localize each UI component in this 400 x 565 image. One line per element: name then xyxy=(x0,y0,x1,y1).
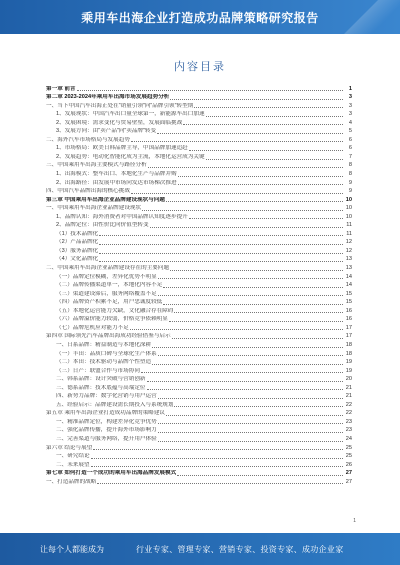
toc-entry[interactable] xyxy=(46,229,352,238)
toc-entry[interactable] xyxy=(46,118,352,127)
toc-entry-page: 19 xyxy=(345,359,352,366)
toc-leader-dots xyxy=(174,312,343,313)
toc-entry-page: 19 xyxy=(345,367,352,374)
report-footer xyxy=(0,533,400,565)
toc-entry-text: 第七章 如何打造一个成功的乘用车出海品牌发展模式 xyxy=(46,470,177,477)
toc-leader-dots xyxy=(157,133,343,134)
toc-entry[interactable] xyxy=(46,469,352,478)
toc-leader-dots xyxy=(158,398,343,399)
toc-entry-text: 五、经验启示：品牌建设需长期投入与系统规划 xyxy=(56,401,174,408)
toc-entry-text: 1、发展现状：中国汽车出口量全球第一，新能源车出口加速 xyxy=(56,111,205,118)
toc-entry-page: 22 xyxy=(345,401,352,408)
footer-slogan: 让每个人都能成为 xyxy=(40,545,104,554)
toc-leader-dots xyxy=(174,406,343,407)
toc-entry-page: 10 xyxy=(345,205,352,212)
toc-entry-text: 一、当下中国汽车出海正处在“销量引领”向“品牌引领”转型期 xyxy=(46,102,194,109)
toc-leader-dots xyxy=(152,347,343,348)
toc-entry[interactable] xyxy=(46,169,352,178)
toc-entry-text: 二、海外汽车市场格局与发展趋势 xyxy=(46,136,130,143)
toc-entry-page: 27 xyxy=(345,470,352,477)
toc-entry-text: （2）产品品牌化 xyxy=(56,239,99,246)
toc-entry-text: 第二章 2023-2024年乘用车出海市场发展趋势分析 xyxy=(46,94,170,101)
toc-entry-page: 18 xyxy=(345,341,352,348)
toc-leader-dots xyxy=(158,423,343,424)
toc-entry-text: 第五章 乘用车出海企业打造成功品牌的策略建议 xyxy=(46,410,166,417)
toc-entry[interactable] xyxy=(46,110,352,119)
toc-entry-text: （四）品牌资产积累不足，用户忠诚度较低 xyxy=(56,299,163,306)
toc-entry[interactable] xyxy=(46,340,352,349)
toc-heading: 内容目录 xyxy=(174,61,226,73)
toc-entry[interactable] xyxy=(46,255,352,264)
toc-entry-text: 三、完善渠道与服务网络，提升用户体验 xyxy=(56,435,157,442)
toc-leader-dots xyxy=(170,270,343,271)
toc-entry-text: （二）本田：技术驱动与品牌个性塑造 xyxy=(56,359,152,366)
toc-leader-dots xyxy=(131,141,343,142)
toc-leader-dots xyxy=(130,329,343,330)
toc-entry-text: 二、韩系品牌：设计突破与营销创新 xyxy=(56,376,146,383)
toc-entry-page: 14 xyxy=(345,273,352,280)
toc-entry[interactable] xyxy=(46,452,352,461)
toc-leader-dots xyxy=(99,235,343,236)
toc-leader-dots xyxy=(131,193,343,194)
toc-entry[interactable] xyxy=(46,281,352,290)
toc-entry-page: 13 xyxy=(345,265,352,272)
toc-entry-text: 3、发展方向：由“卖产品”向“卖品牌”转变 xyxy=(56,128,157,135)
toc-entry[interactable] xyxy=(46,383,352,392)
toc-entry[interactable] xyxy=(46,375,352,384)
toc-entry-page: 12 xyxy=(345,247,352,254)
toc-entry-text: 三、德系品牌：技术底蕴与高端定位 xyxy=(56,384,146,391)
toc-leader-dots xyxy=(158,441,343,442)
toc-entry[interactable] xyxy=(46,212,352,221)
toc-entry-text: 第三章 中国乘用车出海企业品牌建设现状与问题 xyxy=(46,196,166,203)
toc-entry-text: 四、中国汽车品牌出海的核心挑战 xyxy=(46,188,130,195)
toc-leader-dots xyxy=(91,466,343,467)
toc-entry[interactable] xyxy=(46,434,352,443)
toc-leader-dots xyxy=(172,338,343,339)
toc-entry[interactable] xyxy=(46,332,352,341)
toc-entry-page: 5 xyxy=(348,128,352,135)
toc-entry-page: 15 xyxy=(345,299,352,306)
toc-entry[interactable] xyxy=(46,366,352,375)
toc-entry[interactable] xyxy=(46,443,352,452)
toc-entry-text: （一）品牌定位模糊，差异化优势不明显 xyxy=(56,273,157,280)
toc-entry-text: （二）品牌传播渠道单一，本地化内容不足 xyxy=(56,282,163,289)
toc-entry[interactable] xyxy=(46,323,352,332)
toc-leader-dots xyxy=(178,176,343,177)
toc-leader-dots xyxy=(148,167,343,168)
toc-entry[interactable] xyxy=(46,417,352,426)
toc-entry[interactable] xyxy=(46,298,352,307)
toc-entry[interactable] xyxy=(46,315,352,324)
toc-leader-dots xyxy=(177,475,343,476)
toc-entry-page: 27 xyxy=(345,478,352,485)
toc-entry-text: （五）本地化运营能力欠缺，文化融合存在障碍 xyxy=(56,307,174,314)
toc-entry-page: 13 xyxy=(345,256,352,263)
toc-entry-text: 2、品牌定位：由性价比向价值型转变 xyxy=(56,222,149,229)
toc-entry-page: 20 xyxy=(345,376,352,383)
toc-leader-dots xyxy=(158,278,343,279)
toc-entry[interactable] xyxy=(46,263,352,272)
toc-entry-text: （七）品牌危机应对能力不足 xyxy=(56,324,129,331)
toc-entry[interactable] xyxy=(46,204,352,213)
toc-leader-dots xyxy=(141,372,343,373)
toc-leader-dots xyxy=(150,227,343,228)
toc-entry[interactable] xyxy=(46,152,352,161)
toc-entry-text: 一、打造品牌的战略 xyxy=(46,478,97,485)
toc-entry-page: 8 xyxy=(348,162,352,169)
toc-entry-text: 1、出海模式：整车出口、本地化生产与品牌并购 xyxy=(56,171,177,178)
toc-entry[interactable] xyxy=(46,221,352,230)
toc-entry-page: 10 xyxy=(345,196,352,203)
toc-entry-text: （一）丰田：品质口碑与全球化生产体系 xyxy=(56,350,157,357)
toc-leader-dots xyxy=(166,201,343,202)
toc-entry-page: 22 xyxy=(345,410,352,417)
toc-entry[interactable] xyxy=(46,93,352,102)
toc-entry-page: 21 xyxy=(345,393,352,400)
toc-leader-dots xyxy=(163,304,343,305)
toc-leader-dots xyxy=(169,321,343,322)
toc-entry-text: 1、市场格局：欧美日韩品牌主导，中国品牌加速追赶 xyxy=(56,145,188,152)
toc-entry-page: 17 xyxy=(345,333,352,340)
toc-entry[interactable] xyxy=(46,477,352,486)
toc-entry-text: 1、品牌认知：海外消费者对中国品牌认知度逐步提升 xyxy=(56,213,188,220)
toc-entry-page: 6 xyxy=(348,145,352,152)
toc-entry-text: 2、发展困境：需求变化与贸易壁垒，发展面临挑战 xyxy=(56,119,183,126)
toc-entry-text: （3）服务品牌化 xyxy=(56,247,99,254)
report-header xyxy=(0,0,400,34)
toc-entry-page: 16 xyxy=(345,307,352,314)
toc-entry-text: 2、出海路径：由发展中市场向发达市场梯次推进 xyxy=(56,179,177,186)
toc-leader-dots xyxy=(93,449,343,450)
toc-entry-page: 7 xyxy=(348,153,352,160)
toc-entry[interactable] xyxy=(46,392,352,401)
toc-entry-text: 二、未来展望 xyxy=(56,461,90,468)
toc-leader-dots xyxy=(97,483,343,484)
toc-entry[interactable] xyxy=(46,84,352,93)
toc-entry-page: 18 xyxy=(345,350,352,357)
toc-entry-text: 四、新势力品牌：数字化营销与用户运营 xyxy=(56,393,157,400)
toc-entry[interactable] xyxy=(46,127,352,136)
toc-entry-text: （1）技术品牌化 xyxy=(56,230,99,237)
toc-entry[interactable] xyxy=(46,306,352,315)
toc-entry-page: 11 xyxy=(346,230,352,237)
toc-entry-text: （三）渠道建设滞后，服务网络覆盖不足 xyxy=(56,290,157,297)
toc-entry[interactable] xyxy=(46,178,352,187)
toc-leader-dots xyxy=(91,458,343,459)
toc-leader-dots xyxy=(163,287,343,288)
toc-entry-page: 26 xyxy=(345,461,352,468)
toc-entry-page: 12 xyxy=(345,239,352,246)
toc-entry[interactable] xyxy=(46,409,352,418)
toc-entry-text: 一、精准品牌定位，构建差异化竞争优势 xyxy=(56,418,157,425)
toc-leader-dots xyxy=(206,159,343,160)
toc-leader-dots xyxy=(170,99,343,100)
toc-leader-dots xyxy=(178,184,343,185)
toc-leader-dots xyxy=(147,389,343,390)
toc-entry-text: 二、强化品牌传播，提升海外市场影响力 xyxy=(56,427,157,434)
toc-leader-dots xyxy=(142,210,343,211)
toc-entry[interactable] xyxy=(46,187,352,196)
page-number: 1 xyxy=(353,518,356,524)
toc-entry[interactable] xyxy=(46,238,352,247)
toc-entry-page: 23 xyxy=(345,427,352,434)
toc-leader-dots xyxy=(99,253,343,254)
toc-entry-page: 16 xyxy=(345,316,352,323)
report-title: 乘用车出海企业打造成功品牌策略研究报告 xyxy=(81,11,319,25)
toc-entry[interactable] xyxy=(46,349,352,358)
toc-entry-page: 3 xyxy=(348,94,352,101)
toc-entry-page: 14 xyxy=(345,282,352,289)
toc-entry-text: 第六章 结论与展望 xyxy=(46,444,93,451)
toc-entry-text: （三）日产：联盟合作与市场协同 xyxy=(56,367,140,374)
toc-leader-dots xyxy=(152,364,343,365)
toc-entry-page: 17 xyxy=(345,324,352,331)
toc-entry-text: 2、发展趋势：电动化智能化成为主流，本地化运营成为关键 xyxy=(56,153,205,160)
toc-entry-page: 9 xyxy=(348,179,352,186)
toc-entry-page: 25 xyxy=(345,444,352,451)
toc-entry-text: 二、中国乘用车出海企业品牌建设存在的主要问题 xyxy=(46,265,170,272)
toc-entry-page: 3 xyxy=(348,111,352,118)
toc-entry-page: 1 xyxy=(348,85,352,92)
toc-entry-text: 第一章 前言 xyxy=(46,85,76,92)
toc-entry-page: 24 xyxy=(345,435,352,442)
toc-entry-page: 11 xyxy=(346,222,352,229)
toc-entry[interactable] xyxy=(46,246,352,255)
toc-entry[interactable] xyxy=(46,400,352,409)
toc-entry-text: 一、中国乘用车出海企业品牌建设现状 xyxy=(46,205,142,212)
toc-leader-dots xyxy=(158,295,343,296)
toc-leader-dots xyxy=(166,415,343,416)
toc-leader-dots xyxy=(206,116,343,117)
toc-entry[interactable] xyxy=(46,272,352,281)
toc-leader-dots xyxy=(189,218,343,219)
toc-entry-text: 三、中国乘用车出海主要模式与路径分析 xyxy=(46,162,147,169)
toc-leader-dots xyxy=(158,432,343,433)
toc-entry-page: 4 xyxy=(348,119,352,126)
toc-entry[interactable] xyxy=(46,289,352,298)
toc-entry[interactable] xyxy=(46,101,352,110)
toc-entry-page: 23 xyxy=(345,418,352,425)
toc-entry-page: 8 xyxy=(348,171,352,178)
toc-entry-text: 一、日系品牌：精益制造与本地化深耕 xyxy=(56,341,152,348)
toc-entry-page: 9 xyxy=(348,188,352,195)
toc-entry-page: 21 xyxy=(345,384,352,391)
footer-tags: 行业专家、管理专家、营销专家、投资专家、成功企业家 xyxy=(136,545,344,554)
toc-entry[interactable] xyxy=(46,161,352,170)
toc-entry-text: 一、研究结论 xyxy=(56,453,90,460)
toc-leader-dots xyxy=(147,381,343,382)
toc-leader-dots xyxy=(99,244,343,245)
toc-entry-page: 6 xyxy=(348,136,352,143)
toc-entry-page: 25 xyxy=(345,453,352,460)
toc-leader-dots xyxy=(194,107,343,108)
toc-leader-dots xyxy=(99,261,343,262)
toc-entry[interactable] xyxy=(46,426,352,435)
toc-entry-page: 15 xyxy=(345,290,352,297)
toc-leader-dots xyxy=(158,355,343,356)
toc-entry[interactable] xyxy=(46,460,352,469)
toc-leader-dots xyxy=(77,90,343,91)
toc-leader-dots xyxy=(189,150,343,151)
toc-entry[interactable] xyxy=(46,135,352,144)
toc-entry[interactable] xyxy=(46,195,352,204)
toc-entry[interactable] xyxy=(46,358,352,367)
toc-entry-page: 3 xyxy=(348,102,352,109)
toc-leader-dots xyxy=(183,124,343,125)
table-of-contents xyxy=(46,84,352,486)
toc-entry-text: （4）文化品牌化 xyxy=(56,256,99,263)
toc-entry-text: 第四章 国际领先汽车品牌出海成功经验借鉴与启示 xyxy=(46,333,171,340)
toc-entry[interactable] xyxy=(46,144,352,153)
toc-entry-text: （六）品牌溢价能力较弱，价格竞争依赖明显 xyxy=(56,316,168,323)
toc-entry-page: 10 xyxy=(345,213,352,220)
